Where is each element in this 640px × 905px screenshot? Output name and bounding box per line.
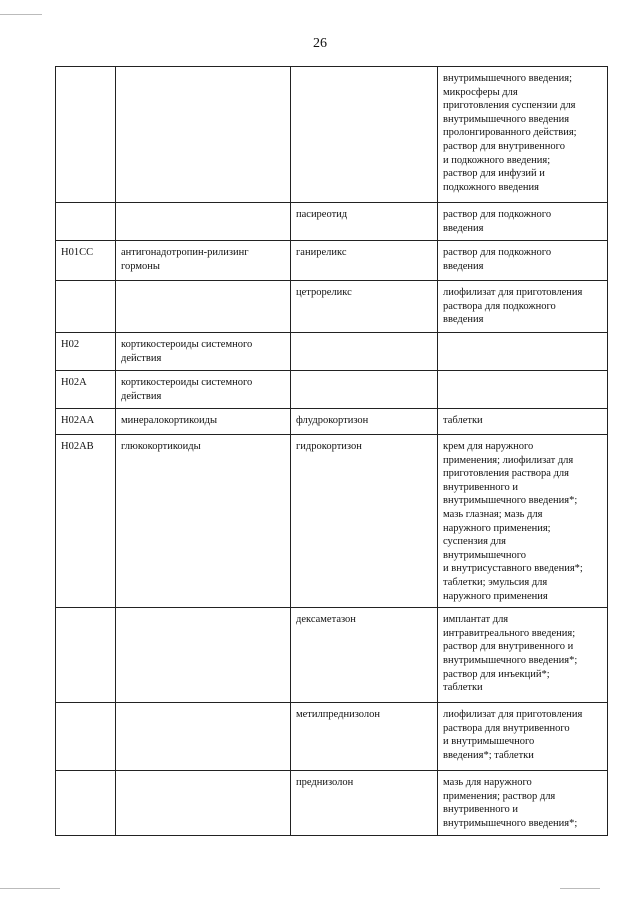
atc-code: H01CC [61,247,94,258]
drug-cell [291,371,438,409]
table-row [56,241,608,281]
group-cell [116,333,291,371]
form-cell [438,281,608,333]
table-row [56,435,608,608]
atc-code-cell [56,771,116,835]
group-name: минералокортикоиды [121,415,218,426]
atc-code: H02A [61,377,87,388]
drug-name: флудрокортизон [296,415,369,426]
page-number: 26 [313,36,327,51]
form-cell [438,241,608,281]
group-name: кортикостероиды системного действия [121,339,253,364]
table-row [56,771,608,835]
group-name: антигонадотропин-рилизинг гормоны [121,247,249,272]
drug-cell [291,409,438,435]
drug-table [55,66,608,836]
drug-cell [291,333,438,371]
table-row [56,371,608,409]
group-cell [116,409,291,435]
drug-name: цетрореликс [296,287,352,298]
atc-code-cell [56,67,116,203]
group-name: кортикостероиды системного действия [121,377,253,402]
drug-cell [291,608,438,703]
form-cell [438,203,608,241]
atc-code: H02 [61,339,80,350]
atc-code: H02AB [61,441,94,452]
group-cell [116,435,291,608]
group-cell [116,703,291,771]
dosage-form: мазь для наружного применения; раствор для внутривенного и внутримышечного введения*; [443,777,578,829]
drug-name: метилпреднизолон [296,709,381,721]
dosage-form: раствор для подкожного введения [443,209,552,234]
table-row [56,608,608,703]
drug-name: преднизолон [296,777,354,789]
group-cell [116,371,291,409]
drug-name: пасиреотид [296,209,348,220]
form-cell [438,67,608,203]
atc-code: H02AA [61,415,95,426]
group-cell [116,67,291,203]
scan-artifact [560,888,600,889]
scan-artifact [0,888,60,889]
dosage-form: внутримышечного введения; микросферы для приготовления суспензии для внутримышечного введения пролонгированного действия; раствор для внутривенного и подкожного введения; раствор для инфузий и подкожного введения [443,73,577,193]
dosage-form: таблетки [443,415,483,426]
group-cell [116,281,291,333]
atc-code-cell [56,409,116,435]
atc-code-cell [56,241,116,281]
group-name: глюкокортикоиды [121,441,201,452]
drug-cell [291,241,438,281]
group-cell [116,203,291,241]
form-cell [438,371,608,409]
atc-code-cell [56,371,116,409]
drug-cell [291,435,438,608]
table-row [56,203,608,241]
scan-artifact [0,14,42,15]
table-row [56,703,608,771]
drug-cell [291,771,438,835]
atc-code-cell [56,203,116,241]
drug-cell [291,281,438,333]
atc-code-cell [56,281,116,333]
group-cell [116,608,291,703]
table-row [56,409,608,435]
atc-code-cell [56,435,116,608]
form-cell [438,435,608,608]
form-cell [438,333,608,371]
atc-code-cell [56,333,116,371]
group-cell [116,771,291,835]
dosage-form: имплантат для интравитреального введения; раствор для внутривенного и внутримышечного введения*; раствор для инъекций*; таблетки [443,614,578,694]
drug-name: ганиреликс [296,247,347,258]
drug-name: дексаметазон [296,614,356,626]
form-cell [438,703,608,771]
drug-cell [291,203,438,241]
table-row [56,333,608,371]
dosage-form: лиофилизат для приготовления раствора для подкожного введения [443,287,583,326]
table-row [56,67,608,203]
form-cell [438,771,608,835]
drug-name: гидрокортизон [296,441,362,452]
drug-cell [291,67,438,203]
dosage-form: крем для наружного применения; лиофилизат для приготовления раствора для внутривенного и внутримышечного введения*; мазь глазная; мазь для наружного применения; суспензия для внутримышечного и внутрисуставного введения*; таблетки; эмульсия для наружного применения [443,441,583,602]
atc-code-cell [56,703,116,771]
form-cell [438,409,608,435]
dosage-form: лиофилизат для приготовления раствора для внутривенного и внутримышечного введения*; таблетки [443,709,583,761]
atc-code-cell [56,608,116,703]
drug-cell [291,703,438,771]
table-row [56,281,608,333]
dosage-form: раствор для подкожного введения [443,247,552,272]
form-cell [438,608,608,703]
group-cell [116,241,291,281]
